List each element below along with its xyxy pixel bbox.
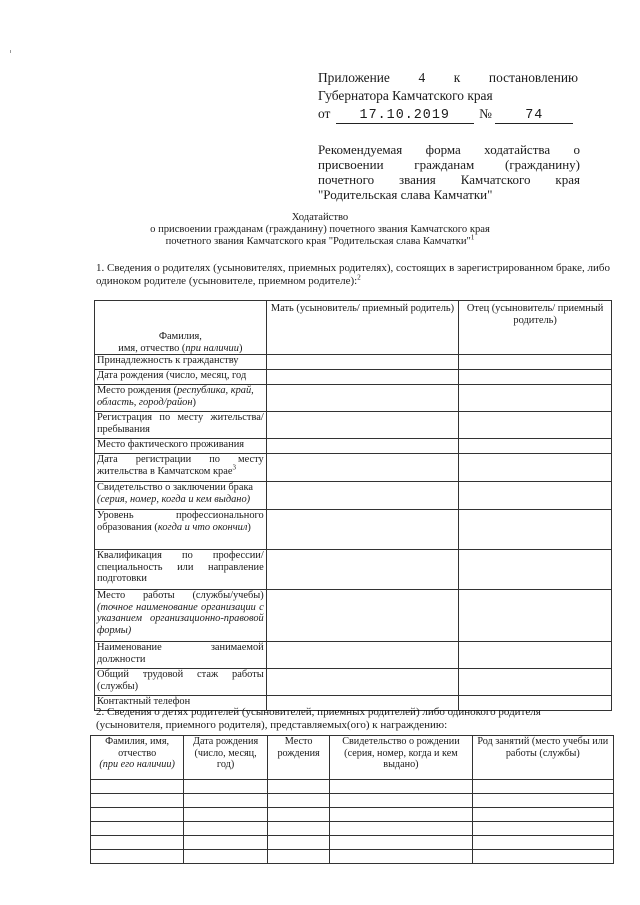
children-table (90, 735, 614, 864)
form-description: Рекомендуемая форма ходатайства о присвоении гражданам (гражданину) почетного звания Камчатского края "Родительская слава Камчатки" (318, 142, 580, 202)
document-title: Ходатайство (291, 212, 349, 223)
row-label: Место фактического проживания (95, 439, 267, 454)
cell[interactable] (184, 836, 268, 850)
row-label (95, 454, 267, 482)
subtitle-text: почетного звания Камчатского края "Родительская слава Камчатки" (165, 236, 471, 247)
table-row (95, 669, 612, 696)
label-text: Свидетельство о заключении брака (97, 482, 253, 493)
cell[interactable] (472, 808, 613, 822)
row-label: Дата рождения (число, месяц, год (95, 370, 267, 385)
father-column-header: Отец (усыновитель/ приемный родитель) (459, 301, 612, 355)
mother-cell[interactable] (266, 385, 459, 412)
father-cell[interactable] (459, 510, 612, 550)
row-label: Контактный телефон (95, 696, 267, 711)
scan-mark (10, 50, 11, 53)
footnote-mark: 2 (357, 273, 361, 282)
name-label-text: имя, отчество ( (118, 342, 186, 354)
cell[interactable] (472, 836, 613, 850)
cell[interactable] (184, 808, 268, 822)
cell[interactable] (91, 780, 184, 794)
governor-line: Губернатора Камчатского края (318, 88, 493, 103)
row-label (95, 385, 267, 412)
row-label (95, 482, 267, 510)
row-label: Квалификация по профессии/специальность или направление подготовки (95, 550, 267, 590)
father-cell[interactable] (459, 439, 612, 454)
cell[interactable] (91, 808, 184, 822)
header-italic: (при его наличии) (99, 759, 175, 770)
col-birthdate-header: Дата рождения (число, месяц, год) (184, 736, 268, 780)
date-prefix: от (318, 106, 331, 121)
mother-cell[interactable] (266, 454, 459, 482)
col-name-header (91, 736, 184, 780)
cell[interactable] (472, 850, 613, 864)
mother-cell[interactable] (266, 412, 459, 439)
label-italic: (точное наименование организации с указанием организационно-правовой формы) (97, 601, 264, 636)
appendix-line: Приложение 4 к постановлению (318, 70, 578, 85)
name-label-italic: при наличии (185, 342, 239, 354)
cell[interactable] (184, 822, 268, 836)
mother-cell[interactable] (266, 642, 459, 669)
table-row (95, 385, 612, 412)
cell[interactable] (330, 850, 472, 864)
table-row (95, 454, 612, 482)
label-text: Место рождения ( (97, 385, 177, 396)
mother-cell[interactable] (266, 669, 459, 696)
label-text: Уровень профессионального образования ( (97, 510, 264, 533)
mother-cell[interactable] (266, 439, 459, 454)
row-label (95, 590, 267, 642)
name-label-line1: Фамилия, (158, 331, 202, 342)
cell[interactable] (330, 822, 472, 836)
name-label-line2 (97, 343, 264, 355)
decree-number: 74 (495, 108, 573, 124)
cell[interactable] (91, 794, 184, 808)
cell[interactable] (472, 780, 613, 794)
section1-heading (96, 262, 610, 288)
cell[interactable] (184, 850, 268, 864)
section1-text: 1. Сведения о родителях (усыновителях, приемных родителях), состоящих в зарегистрированном браке, либо одиноком родителе (усыновителе, приемном родителе): (96, 262, 610, 287)
mother-cell[interactable] (266, 370, 459, 385)
decree-date: 17.10.2019 (336, 108, 474, 124)
father-cell[interactable] (459, 370, 612, 385)
father-cell[interactable] (459, 642, 612, 669)
col-birthplace-header: Место рождения (267, 736, 329, 780)
father-cell[interactable] (459, 482, 612, 510)
table-header-row (91, 736, 614, 780)
header-text: Фамилия, имя, отчество (105, 736, 170, 759)
cell[interactable] (330, 780, 472, 794)
col-certificate-header: Свидетельство о рождении (серия, номер, когда и кем выдано) (330, 736, 472, 780)
cell[interactable] (330, 836, 472, 850)
document-subtitle: о присвоении гражданам (гражданину) почетного звания Камчатского края (150, 224, 490, 235)
number-prefix: № (479, 106, 492, 121)
table-row (91, 808, 614, 822)
col-occupation-header: Род занятий (место учебы или работы (службы) (472, 736, 613, 780)
row-label: Наименование занимаемой должности (95, 642, 267, 669)
row-label (95, 510, 267, 550)
table-row (95, 642, 612, 669)
table-row (95, 482, 612, 510)
father-cell[interactable] (459, 454, 612, 482)
cell[interactable] (330, 808, 472, 822)
label-italic: когда и что окончил (157, 521, 248, 533)
document-subtitle-2 (0, 233, 640, 248)
cell[interactable] (267, 836, 329, 850)
mother-cell[interactable] (266, 510, 459, 550)
cell[interactable] (472, 822, 613, 836)
table-row (91, 822, 614, 836)
cell[interactable] (184, 780, 268, 794)
cell[interactable] (472, 794, 613, 808)
father-cell[interactable] (459, 355, 612, 370)
table-row (95, 590, 612, 642)
mother-column-header: Мать (усыновитель/ приемный родитель) (266, 301, 459, 355)
table-row (95, 510, 612, 550)
row-label: Регистрация по месту жительства/пребывания (95, 412, 267, 439)
father-cell[interactable] (459, 669, 612, 696)
table-row (95, 355, 612, 370)
cell[interactable] (267, 822, 329, 836)
father-cell[interactable] (459, 412, 612, 439)
label-close: ) (192, 396, 196, 408)
cell[interactable] (267, 780, 329, 794)
table-row (91, 850, 614, 864)
label-close: ) (247, 521, 251, 533)
mother-cell[interactable] (266, 590, 459, 642)
decree-reference (318, 106, 580, 124)
footnote-mark: 3 (232, 463, 236, 472)
footnote-mark: 1 (470, 233, 475, 242)
table-row (95, 550, 612, 590)
table-row (95, 439, 612, 454)
cell[interactable] (267, 808, 329, 822)
mother-cell[interactable] (266, 355, 459, 370)
father-cell[interactable] (459, 385, 612, 412)
name-label-close: ) (238, 342, 243, 354)
name-label-cell (95, 301, 267, 355)
label-text: Дата регистрации по месту жительства в Камчатском крае (97, 454, 264, 477)
table-row (91, 794, 614, 808)
father-cell[interactable] (459, 550, 612, 590)
row-label: Общий трудовой стаж работы (службы) (95, 669, 267, 696)
cell[interactable] (91, 836, 184, 850)
label-italic: республика, край, область, город/район (97, 385, 254, 408)
mother-cell[interactable] (266, 550, 459, 590)
cell[interactable] (184, 794, 268, 808)
row-label: Принадлежность к гражданству (95, 355, 267, 370)
mother-cell[interactable] (266, 482, 459, 510)
table-row (95, 412, 612, 439)
label-text: Место работы (службы/учебы) (97, 590, 264, 601)
father-cell[interactable] (459, 590, 612, 642)
cell[interactable] (330, 794, 472, 808)
section2-heading: 2. Сведения о детях родителей (усыновителей, приемных родителей) либо одинокого родителя (усыновителя, приемного родителя), представляемых(ого) к награждению: (96, 706, 541, 731)
table-header-row (95, 301, 612, 355)
label-italic: (серия, номер, когда и кем выдано) (97, 493, 251, 505)
table-row (91, 780, 614, 794)
table-row (91, 836, 614, 850)
cell[interactable] (91, 822, 184, 836)
cell[interactable] (267, 794, 329, 808)
cell[interactable] (267, 850, 329, 864)
table-row (95, 370, 612, 385)
parents-table (94, 300, 612, 711)
cell[interactable] (91, 850, 184, 864)
